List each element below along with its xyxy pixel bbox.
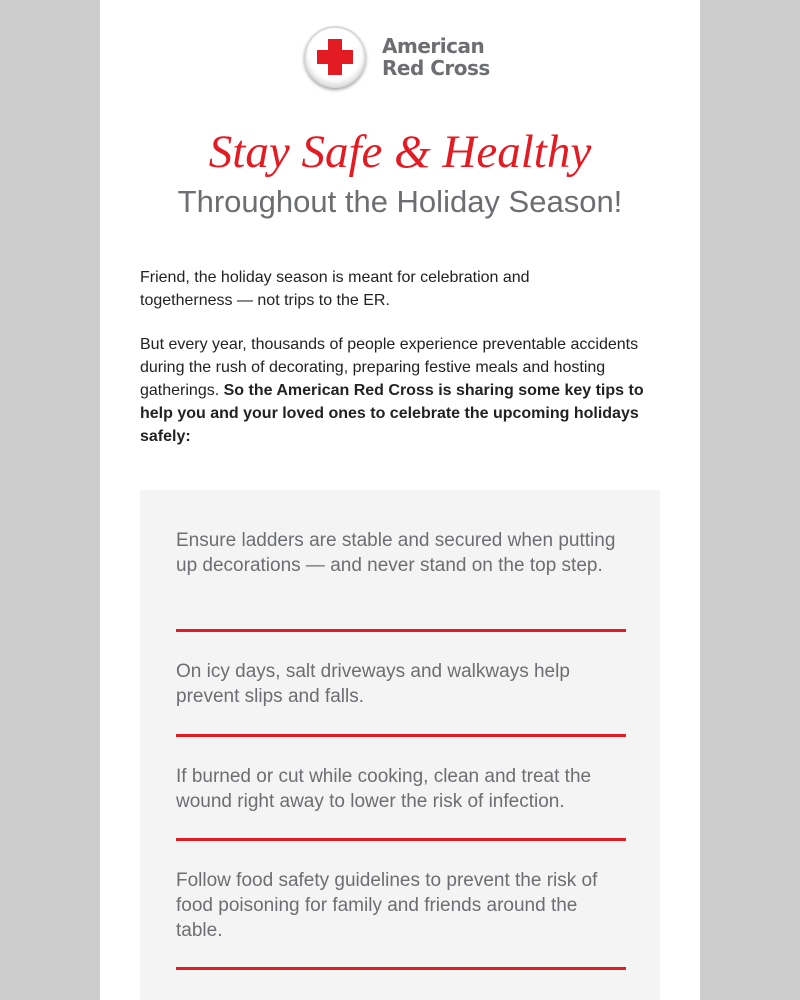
email-container [100, 0, 700, 1000]
logo-line-1: American [382, 34, 485, 58]
tip-divider [176, 734, 626, 737]
tip-divider [176, 629, 626, 632]
tip-burns-cuts: If burned or cut while cooking, clean and treat the wound right away to lower the risk of infection. [176, 766, 592, 812]
logo-line-2: Red Cross [382, 56, 490, 80]
intro-paragraph-2 [140, 333, 650, 448]
intro-text [140, 266, 650, 469]
intro-paragraph-1: Friend, the holiday season is meant for celebration and togetherness — not trips to the ER. [140, 269, 530, 309]
american-red-cross-logo[interactable] [304, 26, 490, 88]
tip-food-safety: Follow food safety guidelines to prevent the risk of food poisoning for family and friends around the table. [176, 870, 598, 941]
headline: Stay Safe & Healthy [208, 126, 592, 178]
tip-divider [176, 967, 626, 970]
tip-ladders: Ensure ladders are stable and secured when putting up decorations — and never stand on the top step. [176, 530, 616, 576]
tip-divider [176, 838, 626, 841]
subheadline: Throughout the Holiday Season! [177, 184, 623, 219]
intro-paragraph-2-bold: So the American Red Cross is sharing some key tips to help you and your loved ones to celebrate the upcoming holidays safely: [140, 382, 644, 445]
intro-paragraph-2-regular: But every year, thousands of people experience preventable accidents during the rush of decorating, preparing festive meals and hosting gatherings. [140, 336, 639, 399]
tip-icy-days: On icy days, salt driveways and walkways help prevent slips and falls. [176, 661, 570, 707]
logo-wordmark [382, 35, 490, 79]
tips-panel [140, 490, 660, 1000]
red-cross-icon [304, 26, 366, 88]
